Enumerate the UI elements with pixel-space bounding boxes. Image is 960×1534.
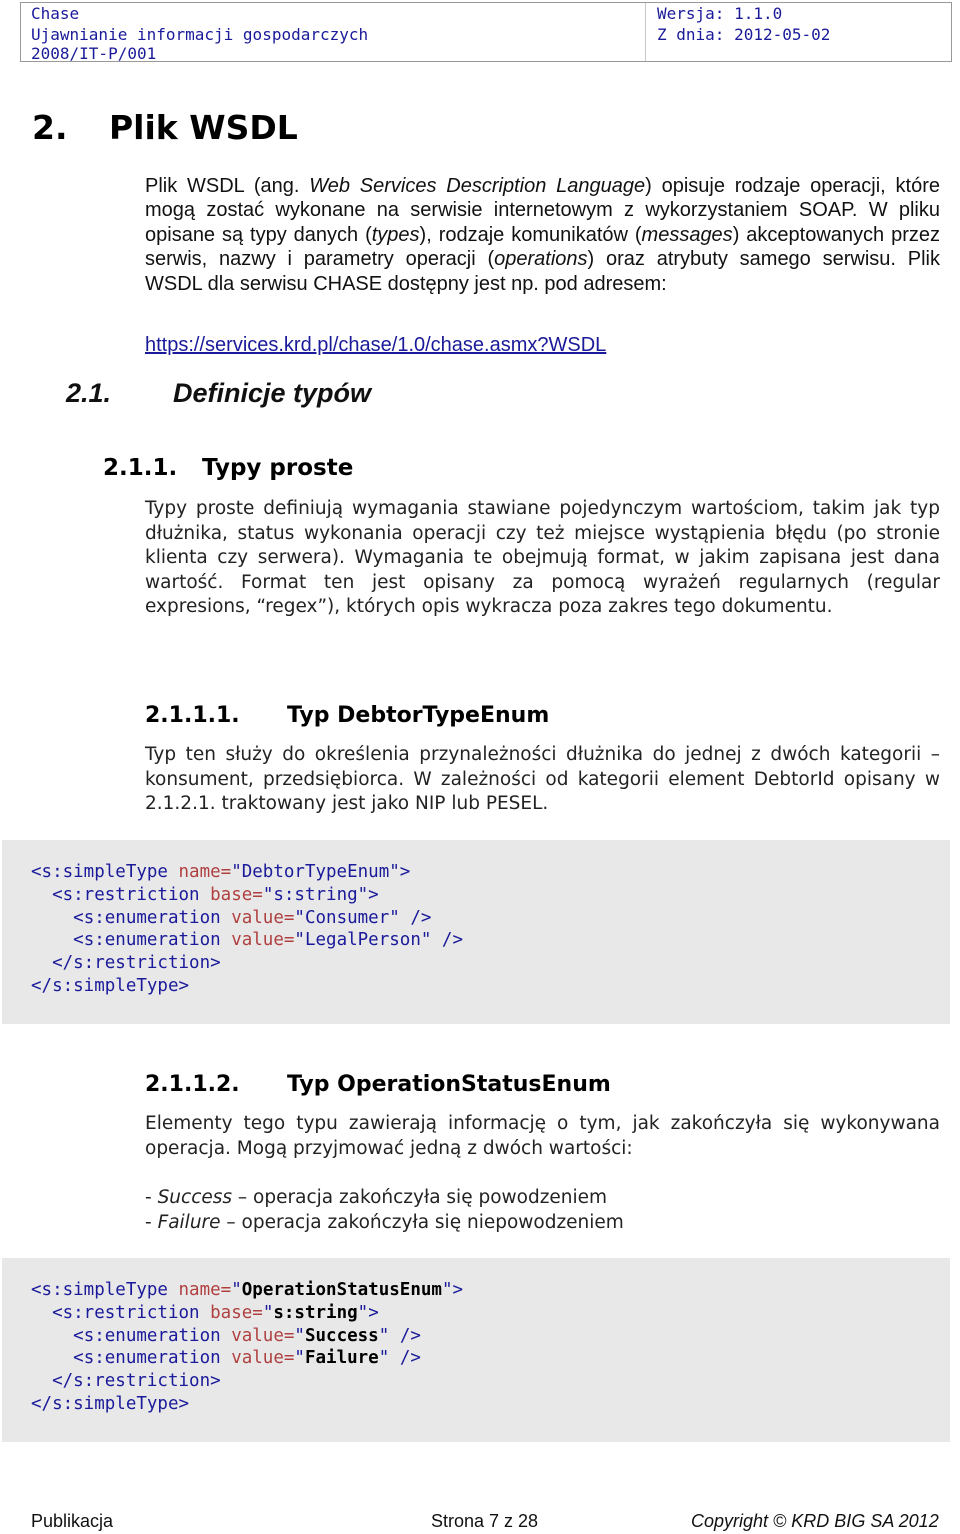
- code-line: </s:restriction>: [52, 953, 221, 974]
- debtor-title: Typ DebtorTypeEnum: [287, 703, 550, 728]
- intro-em-1: Web Services Description Language: [309, 175, 646, 197]
- header-code: 2008/IT-P/001: [31, 44, 157, 63]
- intro-em-2: types: [371, 223, 420, 246]
- code-line: <s:simpleType name="OperationStatusEnum">: [31, 1280, 464, 1300]
- document-header: [20, 2, 952, 62]
- section-title: Plik WSDL: [109, 108, 298, 147]
- intro-text-4: ) akceptowanych przez serwis, nazwy i parametry operacji (: [145, 223, 940, 271]
- intro-paragraph: [145, 174, 940, 296]
- intro-em-3: messages: [641, 223, 733, 246]
- status-title: Typ OperationStatusEnum: [287, 1072, 611, 1097]
- subsub-heading: [103, 455, 353, 481]
- code-line: <s:enumeration value="Consumer" />: [73, 907, 432, 928]
- code-line: <s:enumeration value="LegalPerson" />: [73, 930, 463, 951]
- code-line: <s:simpleType name="DebtorTypeEnum">: [31, 862, 411, 882]
- debtor-number: 2.1.1.1.: [145, 703, 240, 728]
- header-divider: [645, 3, 646, 61]
- footer-page-number: Strona 7 z 28: [431, 1511, 539, 1531]
- status-heading: [145, 1072, 611, 1097]
- typy-paragraph: Typy proste definiują wymagania stawiane pojedynczym wartościom, takim jak typ dłużnika, status wykonania operacji czy też miejsce wystąpienia błędu (po stronie klienta czy serwera). Wymagania te obejmują format, w jakim zapisana jest dana wartość. Format ten jest opisany za pomocą wyrażeń regularnych (regular expresions, “regex”), których opis wykracza poza zakres tego dokumentu.: [145, 498, 940, 617]
- status-code-block: [2, 1258, 950, 1442]
- debtor-code-block: [2, 840, 950, 1024]
- section-heading: [32, 108, 298, 147]
- code-line: </s:simpleType>: [31, 1393, 190, 1414]
- code-line: <s:restriction base="s:string">: [52, 884, 379, 905]
- section-number: 2.: [32, 108, 68, 147]
- intro-text-5: ) oraz atrybuty samego serwisu. Plik WSDL dla serwisu CHASE dostępny jest np. pod adresem:: [145, 248, 940, 295]
- footer-left: Publikacja: [31, 1511, 114, 1531]
- header-date: Z dnia: 2012-05-02: [657, 25, 831, 44]
- header-version: Wersja: 1.1.0: [657, 4, 783, 23]
- intro-text-3: ), rodzaje komunikatów (: [419, 223, 642, 246]
- list-item: - Failure – operacja zakończyła się niepowodzeniem: [145, 1211, 624, 1233]
- debtor-paragraph: Typ ten służy do określenia przynależności dłużnika do jednej z dwóch kategorii – konsument, przedsiębiorca. W zależności od kategorii element DebtorId opisany w 2.1.2.1. traktowany jest jako NIP lub PESEL.: [145, 744, 940, 814]
- subsub-title: Typy proste: [202, 455, 354, 481]
- subsection-title: Definicje typów: [173, 378, 372, 408]
- code-line: <s:restriction base="s:string">: [52, 1302, 379, 1323]
- status-number: 2.1.1.2.: [145, 1072, 240, 1097]
- subsection-number: 2.1.: [66, 378, 112, 408]
- code-line: </s:restriction>: [52, 1371, 221, 1392]
- debtor-heading: [145, 703, 549, 728]
- intro-em-4: operations: [494, 248, 588, 271]
- code-line: <s:enumeration value="Failure" />: [73, 1348, 421, 1369]
- footer-copyright: Copyright © KRD BIG SA 2012: [691, 1511, 939, 1531]
- code-line: </s:simpleType>: [31, 975, 190, 996]
- intro-text-2: ) opisuje rodzaje operacji, które mogą zostać wykonane na serwisie internetowym z wykorzystaniem SOAP. W pliku opisane są typy danych (: [145, 175, 941, 246]
- list-item: - Success – operacja zakończyła się powodzeniem: [145, 1187, 608, 1208]
- subsub-number: 2.1.1.: [103, 455, 178, 481]
- subsection-heading: [66, 378, 371, 409]
- wsdl-link[interactable]: https://services.krd.pl/chase/1.0/chase.asmx?WSDL: [145, 334, 607, 356]
- header-title: Chase: [31, 4, 80, 23]
- header-subtitle: Ujawnianie informacji gospodarczych: [31, 25, 369, 44]
- code-line: <s:enumeration value="Success" />: [73, 1325, 421, 1346]
- intro-text-1: Plik WSDL (ang.: [145, 175, 310, 197]
- status-paragraph: Elementy tego typu zawierają informację o tym, jak zakończyła się wykonywana operacja. Mogą przyjmować jedną z dwóch wartości:: [145, 1113, 940, 1159]
- status-values-list: [145, 1186, 624, 1235]
